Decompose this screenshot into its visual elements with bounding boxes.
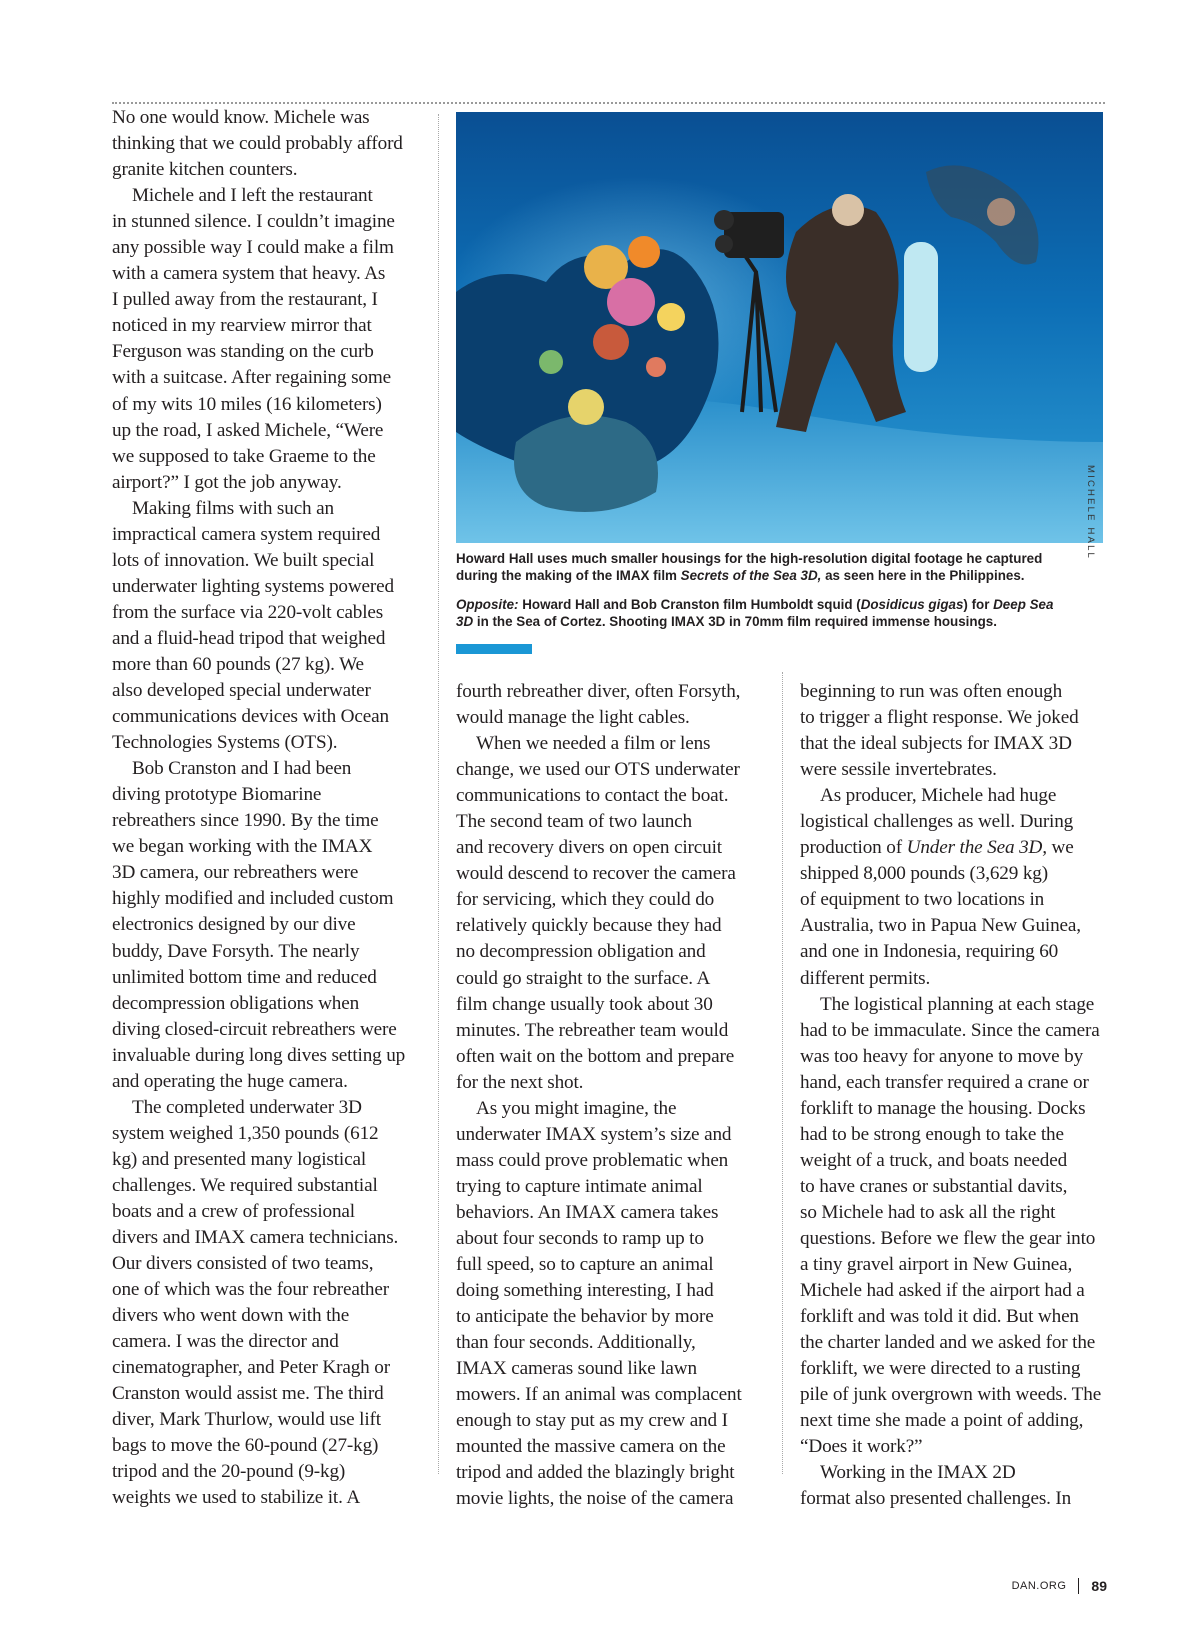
- caption-line: [456, 613, 1103, 630]
- caption-line: [456, 596, 1103, 613]
- text-run: Michele and I left the restaurant: [132, 185, 373, 207]
- text-line: [112, 626, 422, 652]
- text-run: Bob Cranston and I had been: [132, 758, 352, 780]
- text-line: [112, 1407, 422, 1433]
- text-line: [800, 887, 1110, 913]
- text-run: I pulled away from the restaurant, I: [112, 289, 378, 311]
- text-run: we supposed to take Graeme to the: [112, 445, 376, 467]
- text-run: of my wits 10 miles (16 kilometers): [112, 393, 382, 415]
- text-run: rebreathers since 1990. By the time: [112, 810, 379, 832]
- text-run: for servicing, which they could do: [456, 889, 715, 911]
- text-line: [112, 939, 422, 965]
- text-run: to trigger a flight response. We joked: [800, 707, 1079, 729]
- text-line: [112, 1173, 422, 1199]
- text-run: 3D: [456, 614, 474, 630]
- text-line: [456, 679, 766, 705]
- text-run: and recovery divers on open circuit: [456, 837, 722, 859]
- text-line: [456, 757, 766, 783]
- text-run: granite kitchen counters.: [112, 159, 298, 181]
- text-run: with a camera system that heavy. As: [112, 263, 386, 285]
- text-line: [456, 1226, 766, 1252]
- text-line: [112, 965, 422, 991]
- text-run: weights we used to stabilize it. A: [112, 1487, 361, 1509]
- column-divider: [782, 672, 783, 1474]
- text-run: forklift and was told it did. But when: [800, 1306, 1079, 1328]
- text-line: [112, 860, 422, 886]
- text-run: Opposite:: [456, 597, 519, 612]
- text-run: next time she made a point of adding,: [800, 1410, 1084, 1432]
- article-column-1: [112, 105, 422, 1512]
- text-run: no decompression obligation and: [456, 941, 706, 963]
- text-line: [112, 991, 422, 1017]
- text-line: [800, 1174, 1110, 1200]
- text-line: [456, 835, 766, 861]
- page-number: 89: [1091, 1578, 1107, 1594]
- text-line: [112, 157, 422, 183]
- text-run: also developed special underwater: [112, 680, 371, 702]
- text-line: [800, 861, 1110, 887]
- text-run: one of which was the four rebreather: [112, 1279, 389, 1301]
- accent-bar: [456, 644, 532, 654]
- photo-caption: [456, 550, 1103, 585]
- text-line: [456, 1382, 766, 1408]
- text-line: [112, 105, 422, 131]
- text-line: [800, 1486, 1110, 1512]
- text-line: [112, 600, 422, 626]
- text-run: “Does it work?”: [800, 1436, 923, 1458]
- text-line: [800, 1304, 1110, 1330]
- text-run: IMAX cameras sound like lawn: [456, 1358, 697, 1380]
- text-line: [800, 966, 1110, 992]
- text-line: [112, 834, 422, 860]
- text-line: [112, 470, 422, 496]
- text-run: No one would know. Michele was: [112, 107, 370, 128]
- text-run: had to be immaculate. Since the camera: [800, 1019, 1100, 1041]
- text-run: As producer, Michele had huge: [820, 785, 1057, 807]
- text-run: the charter landed and we asked for the: [800, 1332, 1096, 1354]
- text-run: underwater IMAX system’s size and: [456, 1123, 732, 1145]
- text-run: Working in the IMAX 2D: [820, 1462, 1016, 1484]
- text-run: with a suitcase. After regaining some: [112, 367, 391, 389]
- text-run: airport?” I got the job anyway.: [112, 471, 342, 493]
- text-run: mass could prove problematic when: [456, 1149, 729, 1171]
- text-line: [112, 131, 422, 157]
- text-line: [456, 1070, 766, 1096]
- text-run: during the making of the IMAX film: [456, 568, 681, 584]
- opposite-caption: [456, 596, 1103, 631]
- text-run: Under the Sea 3D,: [906, 837, 1047, 859]
- text-run: unlimited bottom time and reduced: [112, 966, 377, 988]
- text-line: [800, 1044, 1110, 1070]
- text-line: [456, 1330, 766, 1356]
- text-line: [456, 966, 766, 992]
- text-run: diver, Mark Thurlow, would use lift: [112, 1409, 381, 1431]
- text-run: about four seconds to ramp up to: [456, 1227, 704, 1249]
- text-run: boats and a crew of professional: [112, 1200, 355, 1222]
- text-run: full speed, so to capture an animal: [456, 1254, 714, 1276]
- text-line: [800, 1434, 1110, 1460]
- text-run: Deep Sea: [993, 597, 1054, 612]
- text-line: [456, 1408, 766, 1434]
- text-run: impractical camera system required: [112, 523, 381, 545]
- text-line: [112, 1355, 422, 1381]
- text-line: [112, 574, 422, 600]
- text-line: [456, 1434, 766, 1460]
- text-run: different permits.: [800, 967, 931, 989]
- text-line: [112, 418, 422, 444]
- text-run: Howard Hall and Bob Cranston film Humboldt squid (: [518, 597, 861, 612]
- article-column-3: [800, 679, 1110, 1513]
- text-line: [112, 1225, 422, 1251]
- text-line: [456, 705, 766, 731]
- photo-credit: MICHELE HALL: [1085, 465, 1096, 561]
- text-line: [112, 1251, 422, 1277]
- text-line: [800, 1330, 1110, 1356]
- text-run: forklift, we were directed to a rusting: [800, 1358, 1081, 1380]
- footer-site: DAN.ORG: [1011, 1580, 1067, 1592]
- text-run: hand, each transfer required a crane or: [800, 1071, 1089, 1093]
- text-run: enough to stay put as my crew and I: [456, 1410, 728, 1432]
- text-run: film change usually took about 30: [456, 993, 713, 1015]
- text-line: [800, 992, 1110, 1018]
- text-line: [456, 1278, 766, 1304]
- text-line: [800, 1070, 1110, 1096]
- text-line: [112, 704, 422, 730]
- text-line: [112, 912, 422, 938]
- text-line: [112, 1147, 422, 1173]
- text-line: [456, 1200, 766, 1226]
- text-run: minutes. The rebreather team would: [456, 1019, 729, 1041]
- text-run: cinematographer, and Peter Kragh or: [112, 1357, 390, 1379]
- text-line: [456, 1018, 766, 1044]
- column-divider: [438, 114, 439, 1474]
- text-run: communications to contact the boat.: [456, 785, 729, 807]
- text-line: [456, 809, 766, 835]
- text-run: highly modified and included custom: [112, 888, 394, 910]
- text-run: we began working with the IMAX: [112, 836, 373, 858]
- text-run: than four seconds. Additionally,: [456, 1332, 696, 1354]
- text-line: [800, 1252, 1110, 1278]
- text-run: Secrets of the Sea 3D,: [680, 568, 822, 584]
- text-line: [112, 313, 422, 339]
- text-run: change, we used our OTS underwater: [456, 759, 740, 781]
- text-run: The completed underwater 3D: [132, 1096, 362, 1118]
- text-run: pile of junk overgrown with weeds. The: [800, 1384, 1102, 1406]
- text-line: [800, 1408, 1110, 1434]
- text-run: communications devices with Ocean: [112, 706, 389, 728]
- text-run: up the road, I asked Michele, “Were: [112, 419, 384, 441]
- text-line: [800, 1200, 1110, 1226]
- text-run: lots of innovation. We built special: [112, 549, 375, 571]
- text-line: [800, 1018, 1110, 1044]
- text-run: divers and IMAX camera technicians.: [112, 1227, 399, 1249]
- text-run: weight of a truck, and boats needed: [800, 1149, 1068, 1171]
- text-run: format also presented challenges. In: [800, 1488, 1072, 1510]
- text-line: [112, 652, 422, 678]
- text-run: so Michele had to ask all the right: [800, 1201, 1056, 1223]
- text-line: [112, 1121, 422, 1147]
- text-run: doing something interesting, I had: [456, 1280, 714, 1302]
- text-run: often wait on the bottom and prepare: [456, 1045, 735, 1067]
- text-line: [456, 1304, 766, 1330]
- text-line: [456, 1486, 766, 1512]
- top-dotted-rule: [112, 102, 1105, 104]
- text-line: [456, 1174, 766, 1200]
- text-run: bags to move the 60-pound (27-kg): [112, 1435, 379, 1457]
- text-line: [112, 808, 422, 834]
- text-run: would manage the light cables.: [456, 707, 690, 729]
- text-run: Howard Hall uses much smaller housings for the high-resolution digital footage he captured: [456, 551, 1043, 566]
- text-line: [112, 1303, 422, 1329]
- text-run: was too heavy for anyone to move by: [800, 1045, 1084, 1067]
- text-line: [112, 339, 422, 365]
- text-line: [112, 261, 422, 287]
- footer-separator: [1078, 1578, 1079, 1594]
- text-run: Technologies Systems (OTS).: [112, 732, 338, 754]
- text-run: from the surface via 220-volt cables: [112, 601, 384, 623]
- text-line: [800, 835, 1110, 861]
- text-line: [112, 1433, 422, 1459]
- text-run: thinking that we could probably afford: [112, 133, 403, 155]
- text-run: electronics designed by our dive: [112, 914, 356, 936]
- text-line: [456, 1148, 766, 1174]
- text-run: behaviors. An IMAX camera takes: [456, 1201, 719, 1223]
- text-run: could go straight to the surface. A: [456, 967, 711, 989]
- text-run: movie lights, the noise of the camera: [456, 1488, 734, 1510]
- text-line: [112, 496, 422, 522]
- text-run: Ferguson was standing on the curb: [112, 341, 374, 363]
- text-run: trying to capture intimate animal: [456, 1175, 703, 1197]
- diver-photo: [456, 112, 1103, 543]
- text-run: challenges. We required substantial: [112, 1174, 378, 1196]
- text-line: [112, 678, 422, 704]
- text-line: [800, 939, 1110, 965]
- text-run: invaluable during long dives setting up: [112, 1044, 406, 1066]
- text-line: [800, 783, 1110, 809]
- text-line: [112, 522, 422, 548]
- text-line: [112, 1199, 422, 1225]
- text-run: were sessile invertebrates.: [800, 759, 997, 781]
- text-line: [800, 809, 1110, 835]
- article-column-2: [456, 679, 766, 1513]
- text-line: [112, 444, 422, 470]
- text-line: [456, 1460, 766, 1486]
- text-run: system weighed 1,350 pounds (612: [112, 1122, 379, 1144]
- text-line: [112, 1485, 422, 1511]
- text-run: mowers. If an animal was complacent: [456, 1384, 742, 1406]
- text-line: [112, 730, 422, 756]
- text-run: forklift to manage the housing. Docks: [800, 1097, 1086, 1119]
- text-run: to have cranes or substantial davits,: [800, 1175, 1068, 1197]
- text-run: for the next shot.: [456, 1071, 584, 1093]
- text-run: and a fluid-head tripod that weighed: [112, 627, 386, 649]
- text-line: [112, 1459, 422, 1485]
- text-run: fourth rebreather diver, often Forsyth,: [456, 681, 741, 702]
- text-line: [456, 1252, 766, 1278]
- text-line: [800, 1278, 1110, 1304]
- text-run: we: [1046, 837, 1074, 859]
- text-run: relatively quickly because they had: [456, 915, 722, 937]
- text-line: [112, 756, 422, 782]
- text-line: [800, 913, 1110, 939]
- text-run: that the ideal subjects for IMAX 3D: [800, 733, 1072, 755]
- text-line: [800, 757, 1110, 783]
- text-line: [800, 731, 1110, 757]
- text-run: as seen here in the Philippines.: [821, 568, 1025, 584]
- text-run: any possible way I could make a film: [112, 237, 394, 259]
- text-run: Cranston would assist me. The third: [112, 1383, 384, 1405]
- caption-line: [456, 567, 1103, 584]
- text-run: in stunned silence. I couldn’t imagine: [112, 211, 395, 233]
- text-run: to anticipate the behavior by more: [456, 1306, 714, 1328]
- text-run: and operating the huge camera.: [112, 1070, 348, 1092]
- text-line: [456, 1356, 766, 1382]
- text-run: Dosidicus gigas: [860, 597, 964, 612]
- text-line: [800, 1382, 1110, 1408]
- text-line: [112, 392, 422, 418]
- text-run: noticed in my rearview mirror that: [112, 315, 372, 337]
- text-line: [112, 548, 422, 574]
- text-run: tripod and added the blazingly bright: [456, 1462, 735, 1484]
- text-run: more than 60 pounds (27 kg). We: [112, 653, 364, 675]
- text-line: [456, 992, 766, 1018]
- text-line: [112, 886, 422, 912]
- text-run: of equipment to two locations in: [800, 889, 1045, 911]
- page-footer: [1012, 1578, 1107, 1594]
- text-run: production of: [800, 837, 907, 859]
- text-run: Australia, two in Papua New Guinea,: [800, 915, 1081, 937]
- text-run: Our divers consisted of two teams,: [112, 1253, 374, 1275]
- text-line: [112, 1043, 422, 1069]
- text-line: [800, 679, 1110, 705]
- text-line: [800, 705, 1110, 731]
- text-run: underwater lighting systems powered: [112, 575, 394, 597]
- text-line: [456, 1096, 766, 1122]
- text-run: questions. Before we flew the gear into: [800, 1227, 1096, 1249]
- text-run: buddy, Dave Forsyth. The nearly: [112, 940, 360, 962]
- text-run: logistical challenges as well. During: [800, 811, 1074, 833]
- text-line: [112, 1277, 422, 1303]
- text-line: [112, 1069, 422, 1095]
- text-line: [112, 1329, 422, 1355]
- text-line: [456, 913, 766, 939]
- text-line: [800, 1096, 1110, 1122]
- text-line: [112, 209, 422, 235]
- text-run: tripod and the 20-pound (9-kg): [112, 1461, 346, 1483]
- text-run: shipped 8,000 pounds (3,629 kg): [800, 863, 1048, 885]
- text-line: [456, 1044, 766, 1070]
- text-run: The second team of two launch: [456, 811, 692, 833]
- text-run: Michele had asked if the airport had a: [800, 1280, 1085, 1302]
- text-line: [112, 1017, 422, 1043]
- text-run: ) for: [963, 597, 994, 612]
- text-line: [112, 235, 422, 261]
- text-run: had to be strong enough to take the: [800, 1123, 1064, 1145]
- text-line: [456, 1122, 766, 1148]
- text-run: Making films with such an: [132, 497, 334, 519]
- text-run: divers who went down with the: [112, 1305, 350, 1327]
- text-run: in the Sea of Cortez. Shooting IMAX 3D in 70mm film required immense housings.: [473, 614, 997, 630]
- text-line: [456, 861, 766, 887]
- text-line: [800, 1460, 1110, 1486]
- text-run: decompression obligations when: [112, 992, 360, 1014]
- text-run: 3D camera, our rebreathers were: [112, 862, 359, 884]
- text-run: would descend to recover the camera: [456, 863, 736, 885]
- text-run: The logistical planning at each stage: [820, 993, 1095, 1015]
- text-line: [800, 1148, 1110, 1174]
- text-run: a tiny gravel airport in New Guinea,: [800, 1254, 1073, 1276]
- text-run: diving closed-circuit rebreathers were: [112, 1018, 397, 1040]
- text-line: [800, 1122, 1110, 1148]
- text-line: [800, 1226, 1110, 1252]
- text-line: [112, 1381, 422, 1407]
- text-line: [112, 365, 422, 391]
- caption-line: [456, 550, 1103, 567]
- text-run: beginning to run was often enough: [800, 681, 1063, 702]
- text-line: [112, 1095, 422, 1121]
- text-line: [112, 287, 422, 313]
- text-line: [456, 731, 766, 757]
- text-run: camera. I was the director and: [112, 1331, 339, 1353]
- text-run: When we needed a film or lens: [476, 733, 711, 755]
- text-line: [456, 783, 766, 809]
- text-line: [112, 782, 422, 808]
- text-line: [800, 1356, 1110, 1382]
- text-run: and one in Indonesia, requiring 60: [800, 941, 1059, 963]
- text-line: [456, 887, 766, 913]
- text-line: [456, 939, 766, 965]
- text-run: As you might imagine, the: [476, 1097, 677, 1119]
- text-run: diving prototype Biomarine: [112, 784, 322, 806]
- text-run: kg) and presented many logistical: [112, 1148, 367, 1170]
- text-run: mounted the massive camera on the: [456, 1436, 726, 1458]
- text-line: [112, 183, 422, 209]
